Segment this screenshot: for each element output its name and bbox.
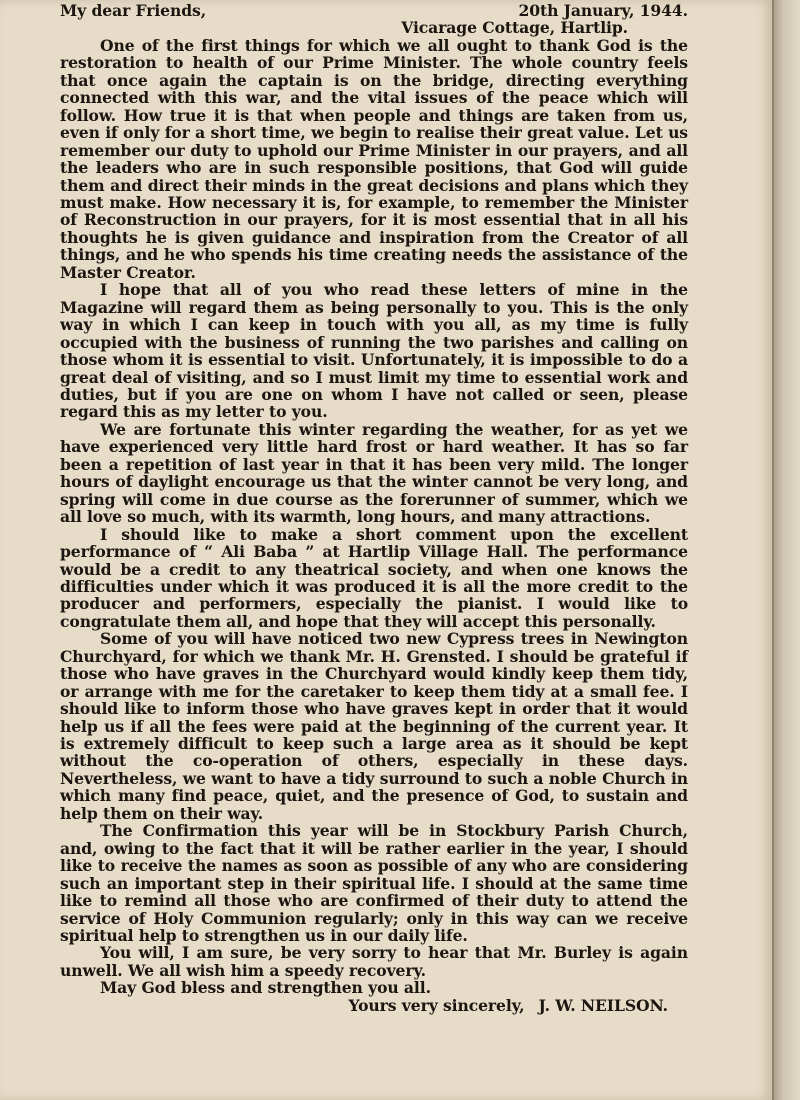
page-fold <box>772 0 774 1100</box>
closing: Yours very sincerely, <box>348 995 525 1015</box>
paragraph-magazine-letters: I hope that all of you who read these letters of mine in the Magazine will regard them as being personally to you. This is the only way in which I can keep in touch with you all, as my time is fully occupied with the business of running the two parishes and calling on those whom it is essential to visit. Unfortunately, it is impossible to do a great deal of visiting, and so I must limit my time to essential work and duties, but if you are one on whom I have not called or seen, please regard this as my letter to you. <box>60 280 688 422</box>
paragraph-weather: We are fortunate this winter regarding the weather, for as yet we have experienced very little hard frost or hard weather. It has so far been a repetition of last year in that it has been very mild. The longer hours of daylight encourage us that the winter cannot be very long, and spring will come in due course as the forerunner of summer, which we all love so much, with its warmth, long hours, and many attractions. <box>60 419 688 527</box>
signature: J. W. NEILSON. <box>538 995 668 1015</box>
paragraph-ali-baba: I should like to make a short comment upon the excellent performance of “ Ali Baba ” at Hartlip Village Hall. The performance would be a credit to any theatrical society, and when one knows the difficulties under which it was produced it is all the more credit to the producer and performers, especially the pianist. I would like to congratulate them all, and hope that they will accept this personally. <box>60 524 688 631</box>
letter-date: 20th January, 1944. <box>518 1 688 20</box>
salutation: My dear Friends, <box>60 1 207 20</box>
page-edge <box>772 0 800 1100</box>
sign-off <box>60 997 688 1014</box>
paragraph-mr-burley: You will, I am sure, be very sorry to hear that Mr. Burley is again unwell. We all wish him a speedy recovery. <box>60 943 688 980</box>
letter-header <box>60 2 688 19</box>
paragraph-prime-minister: One of the first things for which we all ought to thank God is the restoration to health of our Prime Minister. The whole country feels that once again the captain is on the bridge, directing everything connected with this war, and the vital issues of the peace which will follow. How true it is that when people and things are taken from us, even if only for a short time, we begin to realise their great value. Let us remember our duty to uphold our Prime Minister in our prayers, and all the leaders who are in such responsible positions, that God will guide them and direct their minds in the great decisions and plans which they must make. How necessary it is, for example, to remember the Minister of Reconstruction in our prayers, for it is most essential that in all his thoughts he is given guidance and inspiration from the Creator of all things, and he who spends his time creating needs the assistance of the Master Creator. <box>60 35 688 282</box>
letter-address: Vicarage Cottage, Hartlip. <box>401 18 628 38</box>
letter <box>60 2 688 1014</box>
blessing: May God bless and strengthen you all. <box>100 978 431 998</box>
paragraph-confirmation: The Confirmation this year will be in Stockbury Parish Church, and, owing to the fact that it will be rather earlier in the year, I should like to receive the names as soon as possible of any who are considering such an important step in their spiritual life. I should at the same time like to remind all those who are confirmed of their duty to attend the service of Holy Communion regularly; only in this way can we receive spiritual help to strengthen us in our daily life. <box>60 821 688 946</box>
paragraph-churchyard: Some of you will have noticed two new Cypress trees in Newington Churchyard, for which we thank Mr. H. Grensted. I should be grateful if those who have graves in the Churchyard would kindly keep them tidy, or arrange with me for the caretaker to keep them tidy at a small fee. I should like to inform those who have graves kept in order that it would help us if all the fees were paid at the beginning of the current year. It is extremely difficult to keep such a large area as it should be kept without the co-operation of others, especially in these days. Nevertheless, we want to have a tidy surround to such a noble Church in which many find peace, quiet, and the presence of God, to sustain and help them on their way. <box>60 629 688 823</box>
